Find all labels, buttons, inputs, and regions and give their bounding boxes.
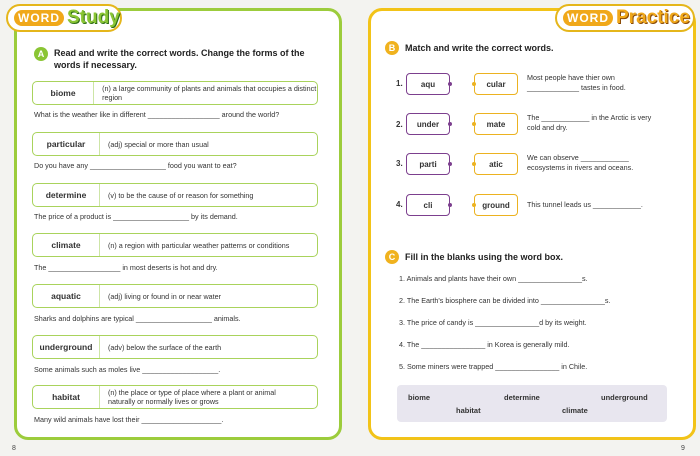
word-box: [397, 385, 667, 422]
vocab-word: habitat: [33, 386, 100, 408]
vocab-entry: [32, 233, 318, 257]
vocab-word: particular: [33, 133, 100, 155]
match-dot[interactable]: [448, 203, 452, 207]
vocab-definition: (adj) special or more than usual: [108, 139, 209, 149]
match-number: 2.: [396, 120, 403, 129]
fill-sentence: 3. The price of candy is ________________d by its weight.: [399, 318, 587, 327]
match-sentence: Most people have thier own _____________ tastes in food.: [527, 73, 626, 92]
vocab-sentence: Sharks and dolphins are typical ___________________ animals.: [34, 314, 241, 323]
vocab-word: determine: [33, 184, 100, 206]
vocab-entry: [32, 183, 318, 207]
section-a-badge: A: [34, 47, 48, 61]
vocab-entry: [32, 81, 318, 105]
word-box-item: climate: [562, 406, 588, 415]
match-dot[interactable]: [448, 122, 452, 126]
match-left-part[interactable]: aqu: [406, 73, 450, 95]
vocab-word: underground: [33, 336, 100, 358]
vocab-sentence: What is the weather like in different __________________ around the world?: [34, 110, 280, 119]
vocab-sentence: Do you have any ___________________ food you want to eat?: [34, 161, 237, 170]
match-dot[interactable]: [472, 122, 476, 126]
word-box-item: biome: [408, 393, 431, 402]
fill-sentence: 4. The ________________ in Korea is generally mild.: [399, 340, 570, 349]
banner-title: Practice: [616, 7, 690, 28]
banner-word-label: WORD: [14, 10, 64, 26]
section-a-header: [34, 47, 324, 71]
section-b-header: [385, 41, 554, 55]
left-page: [14, 8, 342, 440]
match-number: 4.: [396, 200, 403, 209]
vocab-word: biome: [33, 82, 94, 104]
vocab-entry: [32, 335, 318, 359]
match-right-part[interactable]: cular: [474, 73, 518, 95]
section-a-title: Read and write the correct words. Change the forms of the words if necessary.: [54, 48, 305, 70]
fill-sentence: 1. Animals and plants have their own ________________s.: [399, 274, 588, 283]
match-number: 3.: [396, 159, 403, 168]
match-number: 1.: [396, 79, 403, 88]
match-dot[interactable]: [472, 162, 476, 166]
vocab-entry: [32, 385, 318, 409]
vocab-definition: (n) a region with particular weather patterns or conditions: [108, 240, 290, 250]
word-box-item: habitat: [456, 406, 481, 415]
match-sentence: We can observe ____________ ecosystems in rivers and oceans.: [527, 153, 634, 172]
fill-sentence: 2. The Earth's biosphere can be divided into ________________s.: [399, 296, 611, 305]
vocab-word: aquatic: [33, 285, 100, 307]
match-left-part[interactable]: under: [406, 113, 450, 135]
page-number-left: 8: [12, 445, 16, 452]
match-right-part[interactable]: atic: [474, 153, 518, 175]
banner-title: Study: [67, 7, 120, 28]
vocab-word: climate: [33, 234, 100, 256]
vocab-sentence: The price of a product is ___________________ by its demand.: [34, 212, 238, 221]
match-dot[interactable]: [472, 203, 476, 207]
fill-sentence: 5. Some miners were trapped ________________ in Chile.: [399, 362, 588, 371]
vocab-entry: [32, 284, 318, 308]
match-right-part[interactable]: mate: [474, 113, 518, 135]
section-c-title: Fill in the blanks using the word box.: [405, 252, 564, 262]
match-dot[interactable]: [472, 82, 476, 86]
vocab-definition: (n) the place or type of place where a plant or animal naturally or normally lives or grows: [108, 388, 276, 406]
banner-word-label: WORD: [563, 10, 613, 26]
match-left-part[interactable]: cli: [406, 194, 450, 216]
vocab-definition: (adj) living or found in or near water: [108, 291, 222, 301]
vocab-sentence: Some animals such as moles live ___________________.: [34, 365, 221, 374]
match-sentence: This tunnel leads us ____________.: [527, 200, 643, 209]
vocab-sentence: Many wild animals have lost their ____________________.: [34, 415, 224, 424]
vocab-entry: [32, 132, 318, 156]
section-c-header: [385, 250, 563, 264]
word-study-banner: [6, 4, 122, 32]
section-b-badge: B: [385, 41, 399, 55]
word-box-item: determine: [504, 393, 540, 402]
vocab-sentence: The __________________ in most deserts is hot and dry.: [34, 263, 218, 272]
match-sentence: The ____________ in the Arctic is very cold and dry.: [527, 113, 652, 132]
word-box-item: underground: [601, 393, 648, 402]
match-right-part[interactable]: ground: [474, 194, 518, 216]
section-c-badge: C: [385, 250, 399, 264]
match-left-part[interactable]: parti: [406, 153, 450, 175]
section-b-title: Match and write the correct words.: [405, 43, 554, 53]
vocab-definition: (adv) below the surface of the earth: [108, 342, 222, 352]
vocab-definition: (v) to be the cause of or reason for something: [108, 190, 254, 200]
match-dot[interactable]: [448, 162, 452, 166]
page-number-right: 9: [681, 445, 685, 452]
vocab-definition: (n) a large community of plants and animals that occupies a distinct region: [102, 84, 317, 102]
word-practice-banner: [555, 4, 695, 32]
match-dot[interactable]: [448, 82, 452, 86]
